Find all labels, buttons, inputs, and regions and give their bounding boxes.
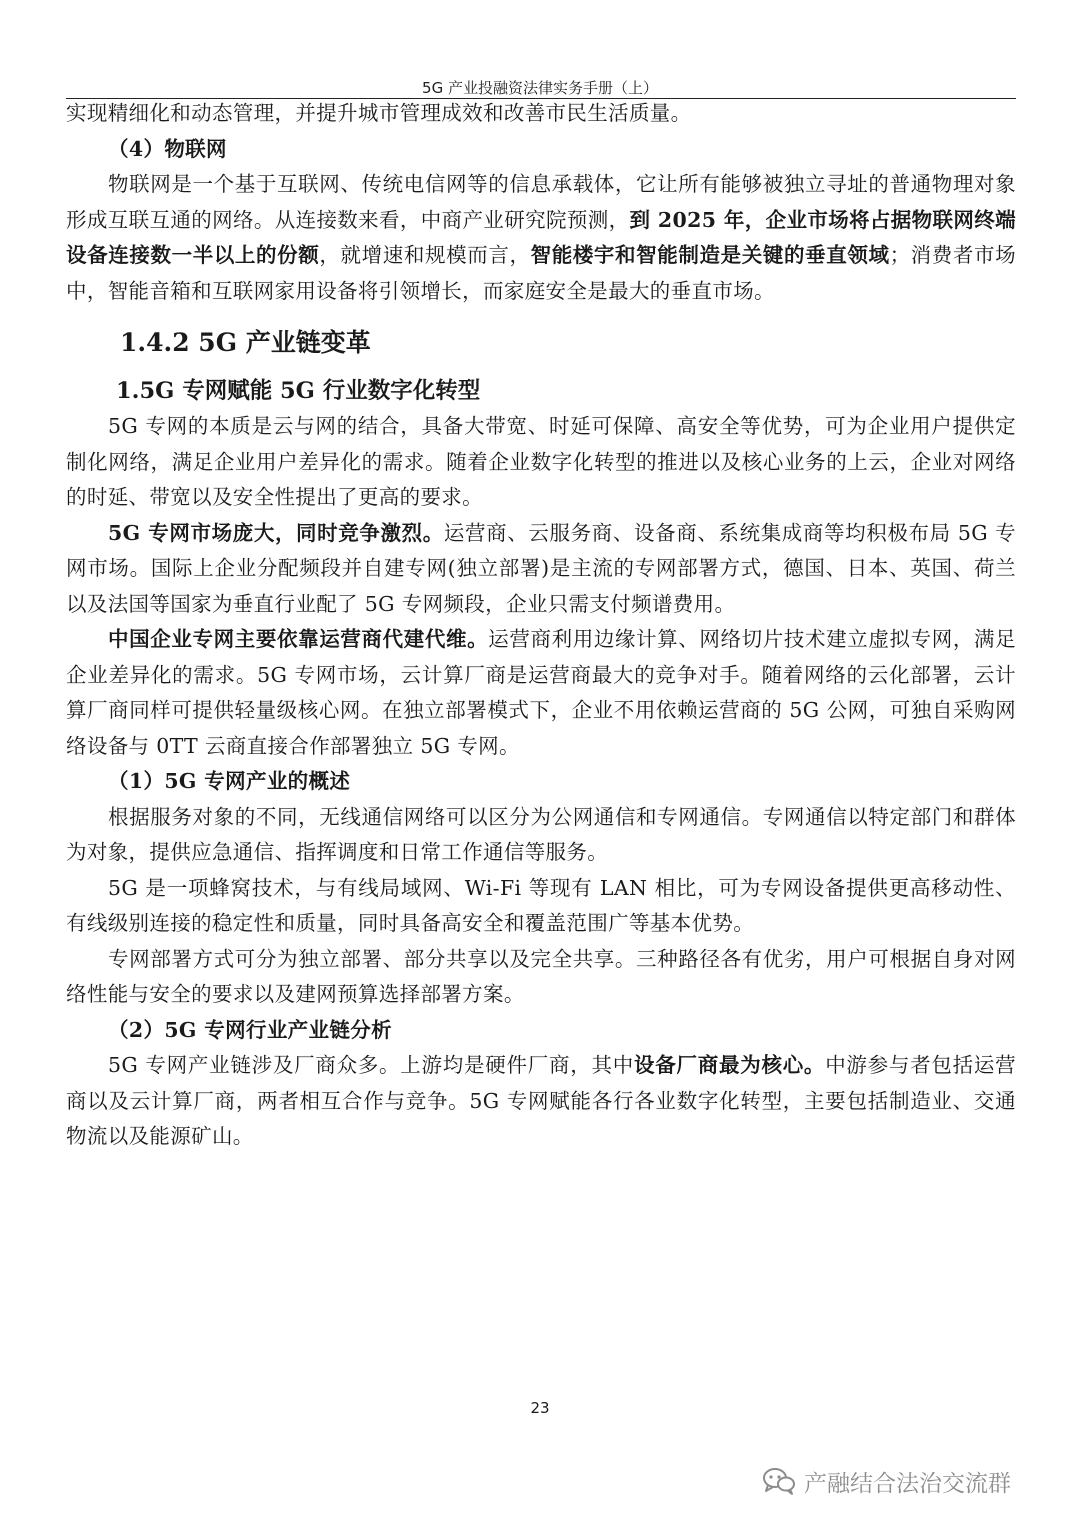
- paragraph-iot: [66, 167, 1016, 309]
- subheading-iot: （4）物联网: [108, 136, 227, 161]
- chain-text-2: 中游参与者包括运营商以及云计算厂商，两者相互合作与竞争。5G 专网赋能各行各业数字化转型，主要包括制造业、交通物流以及能源矿山。: [66, 1053, 1016, 1148]
- wechat-icon: [762, 1466, 796, 1496]
- china-text: 运营商利用边缘计算、网络切片技术建立虚拟专网，满足企业差异化的需求。5G 专网市场，云计算厂商是运营商最大的竞争对手。随着网络的云化部署，云计算厂商同样可提供轻量级核心网。在独立部署模式下，企业不用依赖运营商的 5G 公网，可独自采购网络设备与 0TT 云商直接合作部署独立 5G 专网。: [66, 627, 1016, 758]
- iot-bold-2: 智能楼宇和智能制造是关键的垂直领域: [530, 243, 890, 267]
- iot-text-2: ，就增速和规模而言，: [319, 243, 531, 267]
- iot-bold-1: 到 2025 年，企业市场将占据物联网终端设备连接数一半以上的份额: [66, 207, 1016, 267]
- paragraph-cellular-tech: 5G 是一项蜂窝技术，与有线局域网、Wi-Fi 等现有 LAN 相比，可为专网设备提供更高移动性、有线级别连接的稳定性和质量，同时具备高安全和覆盖范围广等基本优势。: [66, 875, 1016, 935]
- page-content: [66, 96, 1016, 1155]
- paragraph-industry-chain: [66, 1048, 1016, 1155]
- page-number: 23: [530, 1399, 550, 1417]
- paragraph-service-objects: 根据服务对象的不同，无线通信网络可以区分为公网通信和专网通信。专网通信以特定部门和群体为对象，提供应急通信、指挥调度和日常工作通信等服务。: [66, 804, 1016, 864]
- watermark: [762, 1464, 1011, 1498]
- paragraph-china-operators: [66, 622, 1016, 764]
- iot-text-3: ；消费者市场中，智能音箱和互联网家用设备将引领增长，而家庭安全是最大的垂直市场。: [66, 243, 1016, 303]
- subheading-industry-chain: （2）5G 专网行业产业链分析: [108, 1017, 392, 1042]
- subheading-overview: （1）5G 专网产业的概述: [108, 769, 351, 793]
- iot-text-1: 物联网是一个基于互联网、传统电信网等的信息承载体，它让所有能够被独立寻址的普通物理对象形成互联互通的网络。从连接数来看，中商产业研究院预测，: [66, 172, 1016, 232]
- china-bold: 中国企业专网主要依靠运营商代建代维。: [108, 627, 489, 651]
- market-bold: 5G 专网市场庞大，同时竞争激烈。: [108, 520, 444, 545]
- paragraph-market-competition: [66, 516, 1016, 623]
- paragraph-private-network-essence: 5G 专网的本质是云与网的结合，具备大带宽、时延可保障、高安全等优势，可为企业用户提供定制化网络，满足企业用户差异化的需求。随着企业数字化转型的推进以及核心业务的上云，企业对网络的时延、带宽以及安全性提出了更高的要求。: [66, 414, 1016, 509]
- subsection-heading: 1.5G 专网赋能 5G 行业数字化转型: [116, 378, 481, 404]
- market-text: 运营商、云服务商、设备商、系统集成商等均积极布局 5G 专网市场。国际上企业分配频段并自建专网(独立部署)是主流的专网部署方式，德国、日本、英国、荷兰以及法国等国家为垂直行业配了 5G 专网频段，企业只需支付频谱费用。: [66, 520, 1017, 616]
- chain-text-1: 5G 专网产业链涉及厂商众多。上游均是硬件厂商，其中: [108, 1053, 634, 1077]
- paragraph-smart-city-end: 实现精细化和动态管理，并提升城市管理成效和改善市民生活质量。: [66, 101, 692, 125]
- paragraph-deployment-modes: 专网部署方式可分为独立部署、部分共享以及完全共享。三种路径各有优劣，用户可根据自身对网络性能与安全的要求以及建网预算选择部署方案。: [66, 946, 1016, 1006]
- chain-bold: 设备厂商最为核心。: [633, 1053, 826, 1077]
- running-header: 5G 产业投融资法律实务手册（上）: [422, 79, 658, 97]
- watermark-text: 产融结合法治交流群: [804, 1470, 1011, 1497]
- section-heading: 1.4.2 5G 产业链变革: [120, 328, 371, 357]
